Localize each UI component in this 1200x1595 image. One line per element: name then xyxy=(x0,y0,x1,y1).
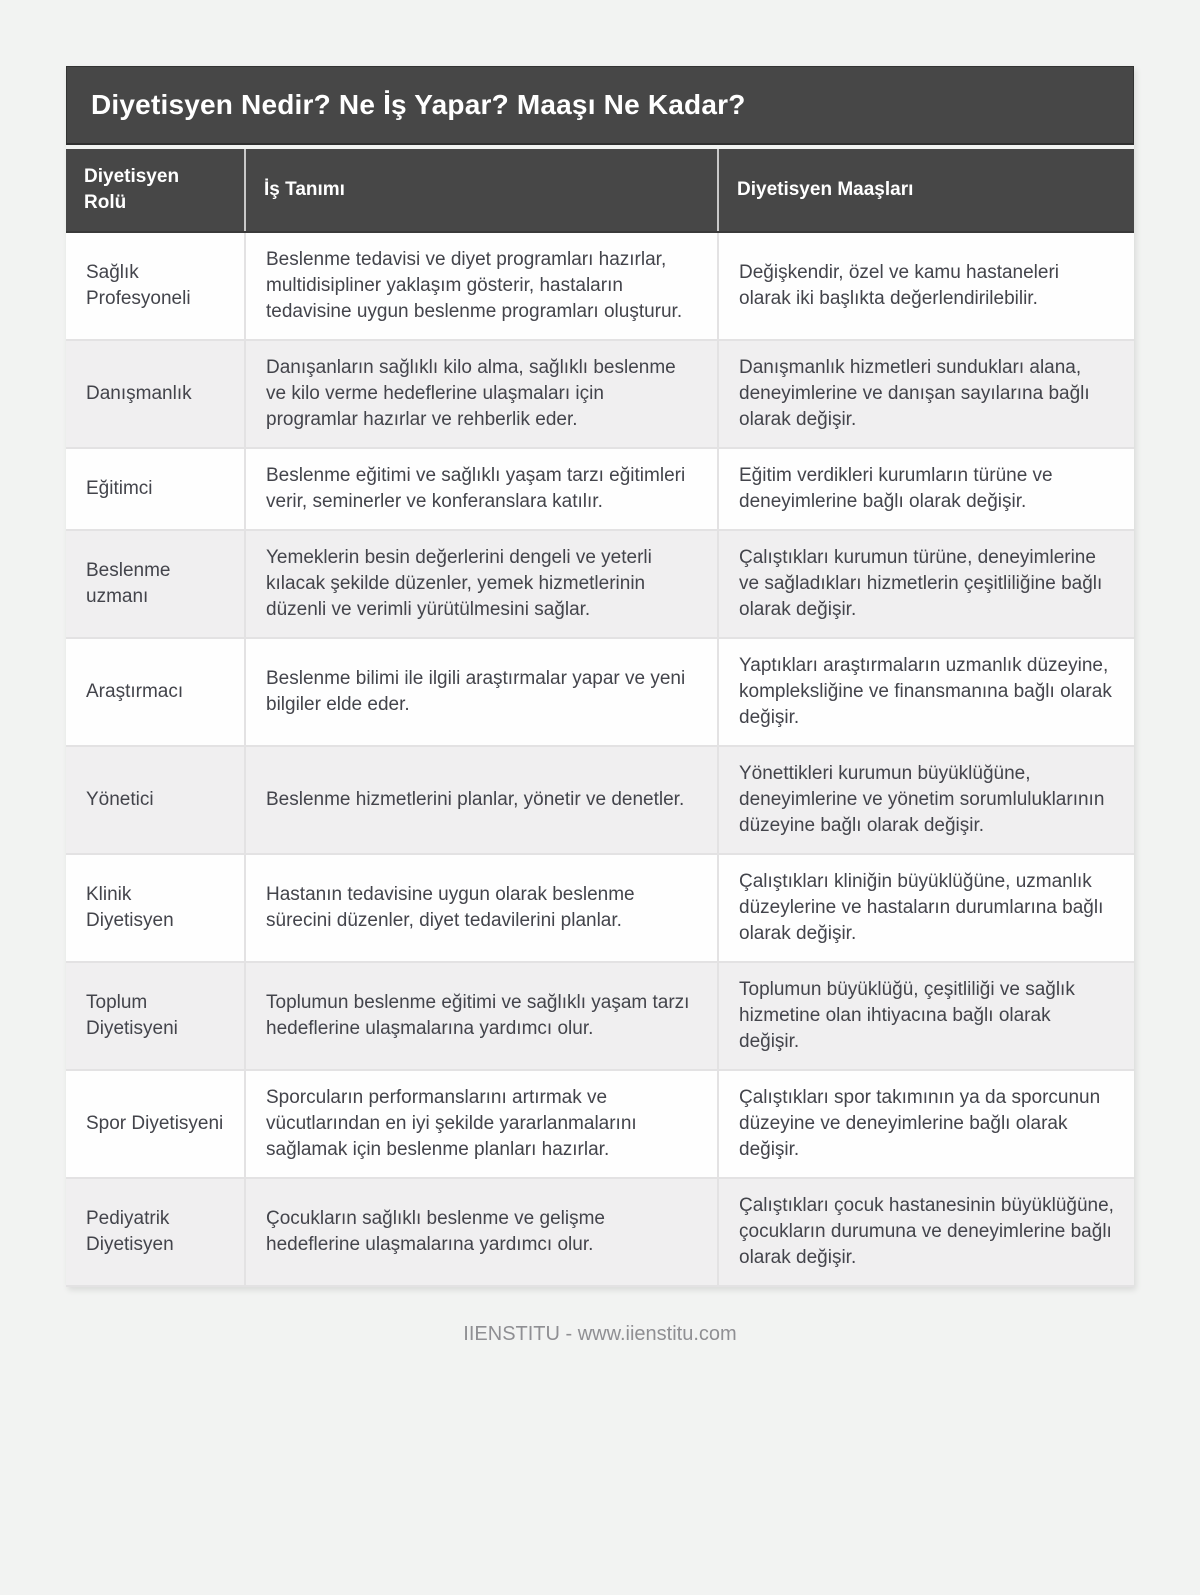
dietitian-roles-table xyxy=(66,149,1134,1287)
cell-job: Toplumun beslenme eğitimi ve sağlıklı yaşam tarzı hedeflerine ulaşmalarına yardımcı olur. xyxy=(245,962,718,1070)
cell-job: Çocukların sağlıklı beslenme ve gelişme hedeflerine ulaşmalarına yardımcı olur. xyxy=(245,1178,718,1286)
cell-role: Sağlık Profesyoneli xyxy=(66,232,245,340)
table-row xyxy=(66,232,1134,340)
cell-role: Pediyatrik Diyetisyen xyxy=(66,1178,245,1286)
cell-salary: Danışmanlık hizmetleri sundukları alana, deneyimlerine ve danışan sayılarına bağlı olarak değişir. xyxy=(718,340,1134,448)
cell-role: Eğitimci xyxy=(66,448,245,530)
cell-salary: Çalıştıkları çocuk hastanesinin büyüklüğüne, çocukların durumuna ve deneyimlerine bağlı olarak değişir. xyxy=(718,1178,1134,1286)
cell-job: Hastanın tedavisine uygun olarak beslenme sürecini düzenler, diyet tedavilerini planlar. xyxy=(245,854,718,962)
cell-role: Toplum Diyetisyeni xyxy=(66,962,245,1070)
table-body xyxy=(66,232,1134,1286)
cell-job: Sporcuların performanslarını artırmak ve vücutlarından en iyi şekilde yararlanmalarını sağlamak için beslenme planları hazırlar. xyxy=(245,1070,718,1178)
table-row xyxy=(66,340,1134,448)
cell-salary: Çalıştıkları kliniğin büyüklüğüne, uzmanlık düzeylerine ve hastaların durumlarına bağlı olarak değişir. xyxy=(718,854,1134,962)
table-row xyxy=(66,854,1134,962)
column-header-role: Diyetisyen Rolü xyxy=(66,149,245,232)
cell-job: Beslenme eğitimi ve sağlıklı yaşam tarzı eğitimleri verir, seminerler ve konferanslara katılır. xyxy=(245,448,718,530)
table-row xyxy=(66,962,1134,1070)
cell-job: Beslenme bilimi ile ilgili araştırmalar yapar ve yeni bilgiler elde eder. xyxy=(245,638,718,746)
page-title: Diyetisyen Nedir? Ne İş Yapar? Maaşı Ne Kadar? xyxy=(66,66,1134,145)
cell-job: Yemeklerin besin değerlerini dengeli ve yeterli kılacak şekilde düzenler, yemek hizmetlerinin düzenli ve verimli yürütülmesini sağlar. xyxy=(245,530,718,638)
cell-salary: Eğitim verdikleri kurumların türüne ve deneyimlerine bağlı olarak değişir. xyxy=(718,448,1134,530)
footer-credit: IIENSTITU - www.iienstitu.com xyxy=(463,1323,737,1345)
cell-role: Klinik Diyetisyen xyxy=(66,854,245,962)
dietitian-table-card xyxy=(66,66,1134,1287)
table-row xyxy=(66,448,1134,530)
cell-role: Yönetici xyxy=(66,746,245,854)
cell-job: Danışanların sağlıklı kilo alma, sağlıklı beslenme ve kilo verme hedeflerine ulaşmaları için programlar hazırlar ve rehberlik eder. xyxy=(245,340,718,448)
cell-job: Beslenme hizmetlerini planlar, yönetir ve denetler. xyxy=(245,746,718,854)
column-header-job: İş Tanımı xyxy=(245,149,718,232)
table-row xyxy=(66,1070,1134,1178)
cell-job: Beslenme tedavisi ve diyet programları hazırlar, multidisipliner yaklaşım gösterir, hastaların tedavisine uygun beslenme programları oluşturur. xyxy=(245,232,718,340)
cell-salary: Çalıştıkları kurumun türüne, deneyimlerine ve sağladıkları hizmetlerin çeşitliliğine bağlı olarak değişir. xyxy=(718,530,1134,638)
cell-salary: Değişkendir, özel ve kamu hastaneleri olarak iki başlıkta değerlendirilebilir. xyxy=(739,262,1060,309)
cell-salary: Yönettikleri kurumun büyüklüğüne, deneyimlerine ve yönetim sorumluluklarının düzeyine bağlı olarak değişir. xyxy=(718,746,1134,854)
table-row xyxy=(66,746,1134,854)
column-header-salary: Diyetisyen Maaşları xyxy=(718,149,1134,232)
cell-salary: Çalıştıkları spor takımının ya da sporcunun düzeyine ve deneyimlerine bağlı olarak değişir. xyxy=(718,1070,1134,1178)
cell-salary: Toplumun büyüklüğü, çeşitliliği ve sağlık hizmetine olan ihtiyacına bağlı olarak değişir. xyxy=(718,962,1134,1070)
cell-role: Danışmanlık xyxy=(66,340,245,448)
table-row xyxy=(66,1178,1134,1286)
cell-role: Spor Diyetisyeni xyxy=(66,1070,245,1178)
table-row xyxy=(66,638,1134,746)
cell-role: Beslenme uzmanı xyxy=(66,530,245,638)
cell-role: Araştırmacı xyxy=(66,638,245,746)
table-header-row xyxy=(66,149,1134,232)
cell-salary: Yaptıkları araştırmaların uzmanlık düzeyine, kompleksliğine ve finansmanına bağlı olarak değişir. xyxy=(718,638,1134,746)
table-header xyxy=(66,149,1134,232)
table-row xyxy=(66,530,1134,638)
